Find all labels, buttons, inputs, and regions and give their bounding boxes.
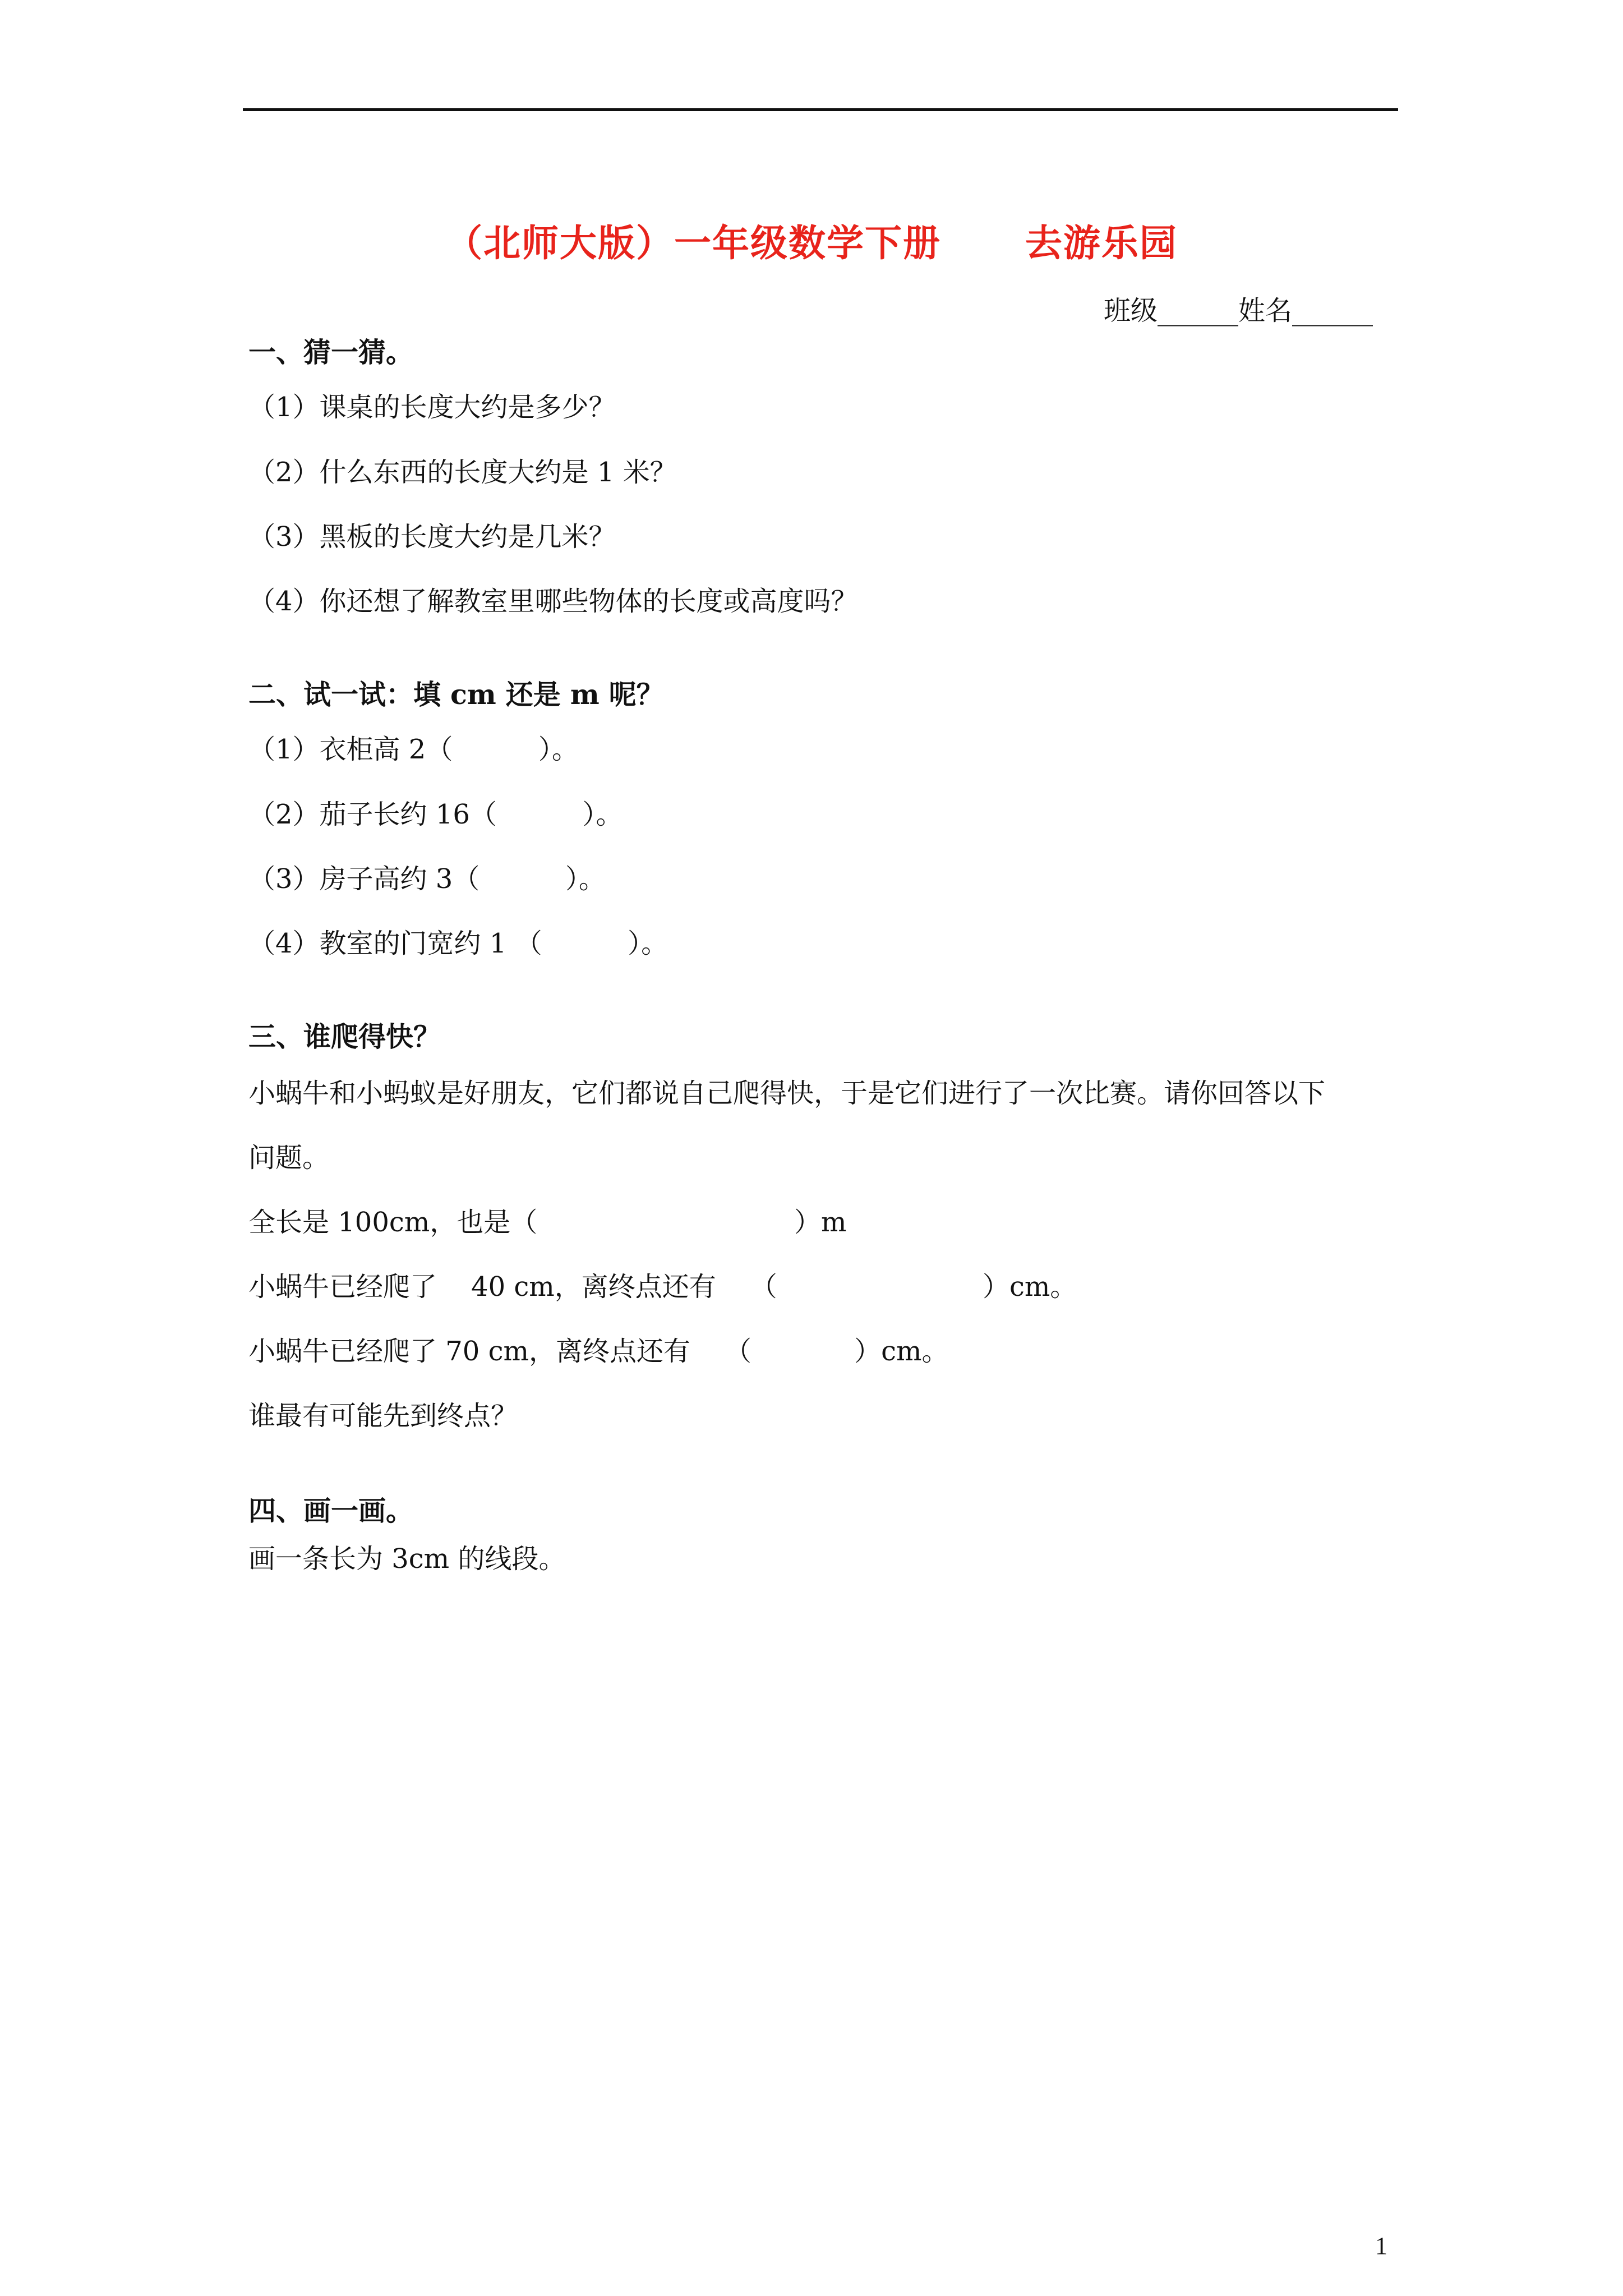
section3-question-3: 小蜗牛已经爬了 70 cm，离终点还有 （ ）cm。: [248, 1336, 949, 1367]
section1-item-2: （2）什么东西的长度大约是 1 米？: [248, 457, 677, 488]
class-name-line: 班级______姓名______: [1104, 295, 1373, 326]
section3-heading: 三、谁爬得快？: [248, 1020, 441, 1053]
section3-intro-line1: 小蜗牛和小蚂蚁是好朋友，它们都说自己爬得快，于是它们进行了一次比赛。请你回答以下: [248, 1078, 1326, 1109]
section1-item-4: （4）你还想了解教室里哪些物体的长度或高度吗？: [248, 586, 858, 617]
section2-heading: 二、试一试：填 cm 还是 m 呢？: [248, 678, 664, 711]
section2-item-1: （1）衣柜高 2（ ）。: [248, 734, 579, 765]
section1-item-1: （1）课桌的长度大约是多少？: [248, 392, 616, 423]
section3-question-4: 谁最有可能先到终点？: [248, 1400, 518, 1432]
page-number: 1: [1375, 2232, 1387, 2260]
header-rule: [243, 108, 1398, 111]
section4-heading: 四、画一画。: [248, 1494, 414, 1527]
section2-item-3: （3）房子高约 3（ ）。: [248, 863, 606, 895]
section4-task: 画一条长为 3cm 的线段。: [248, 1543, 566, 1575]
section1-heading: 一、猜一猜。: [248, 336, 414, 369]
section3-question-2: 小蜗牛已经爬了 40 cm，离终点还有 （ ）cm。: [248, 1271, 1077, 1303]
section2-item-2: （2）茄子长约 16（ ）。: [248, 799, 623, 830]
page-title: （北师大版）一年级数学下册 去游乐园: [445, 221, 1178, 265]
section1-item-3: （3）黑板的长度大约是几米？: [248, 521, 616, 553]
section3-intro-line2: 问题。: [248, 1142, 330, 1174]
section2-item-4: （4）教室的门宽约 1 （ ）。: [248, 928, 668, 959]
section3-question-1: 全长是 100cm，也是（ ）m: [248, 1207, 847, 1238]
